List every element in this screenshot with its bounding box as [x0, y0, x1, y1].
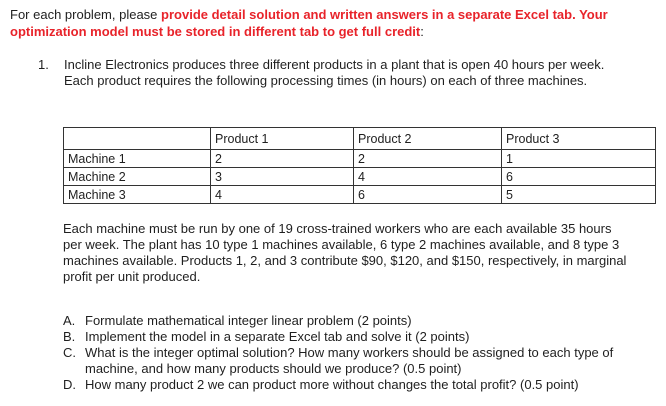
table-row — [64, 168, 656, 186]
instructions — [10, 6, 650, 40]
table-cell: 1 — [502, 150, 656, 168]
problem-number: 1. — [38, 57, 49, 72]
table-row — [64, 186, 656, 204]
problem-description: Each machine must be run by one of 19 cross-trained workers who are each available 35 hours per week. The plant has 10 type 1 machines available, 6 type 2 machines available, and 8 type 3 machines available. Products 1, 2, and 3 contribute $90, $120, and $150, respectively, in marginal profit per unit produced. — [63, 221, 627, 284]
part-text: How many product 2 we can product more without changes the total profit? (0.5 point) — [85, 377, 579, 392]
table-header-cell — [64, 128, 211, 150]
table-cell: 4 — [211, 186, 354, 204]
list-item — [63, 377, 633, 393]
table-row — [64, 150, 656, 168]
problem-statement — [38, 57, 618, 89]
part-text: Implement the model in a separate Excel tab and solve it (2 points) — [85, 329, 470, 344]
table-cell: Machine 3 — [64, 186, 211, 204]
table-cell: 6 — [502, 168, 656, 186]
table-header-cell: Product 3 — [502, 128, 656, 150]
part-letter: D. — [63, 377, 76, 392]
part-letter: B. — [63, 329, 76, 344]
table-cell: 2 — [354, 150, 502, 168]
table-cell: 6 — [354, 186, 502, 204]
question-parts-list — [63, 313, 633, 393]
table-header-cell: Product 2 — [354, 128, 502, 150]
list-item — [63, 345, 633, 377]
table-cell: Machine 2 — [64, 168, 211, 186]
instructions-lead: For each problem, please — [10, 7, 162, 22]
table-cell: 3 — [211, 168, 354, 186]
list-item — [63, 313, 633, 329]
part-letter: C. — [63, 345, 76, 360]
table-header-cell: Product 1 — [211, 128, 354, 150]
table-header-row — [64, 128, 656, 150]
table-cell: 2 — [211, 150, 354, 168]
table-cell: 5 — [502, 186, 656, 204]
problem-text: Incline Electronics produces three different products in a plant that is open 40 hours per week. Each product requires the following processing times (in hours) on each of three machines. — [64, 57, 605, 88]
instructions-trail: : — [420, 24, 424, 39]
table-cell: 4 — [354, 168, 502, 186]
list-item — [63, 329, 633, 345]
part-text: Formulate mathematical integer linear problem (2 points) — [85, 313, 412, 328]
instructions-emphasis: provide detail solution and written answers in a separate Excel tab. Your optimization model must be stored in different tab to get full credit — [10, 7, 608, 39]
processing-times-table — [63, 127, 656, 204]
part-text: What is the integer optimal solution? How many workers should be assigned to each type of machine, and how many products should we produce? (0.5 point) — [85, 345, 614, 376]
part-letter: A. — [63, 313, 76, 328]
table-cell: Machine 1 — [64, 150, 211, 168]
